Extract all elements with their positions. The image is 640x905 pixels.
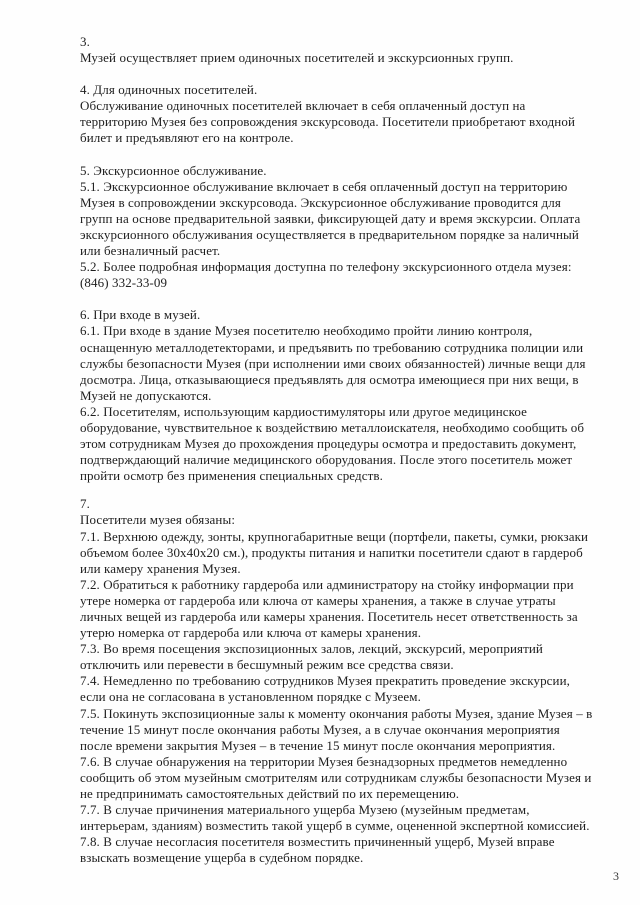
text-line: 7.1. Верхнюю одежду, зонты, крупногабаритные вещи (портфели, пакеты, сумки, рюкзаки [80, 528, 589, 544]
text-line: 7. [80, 496, 90, 512]
text-line: 7.5. Покинуть экспозиционные залы к моменту окончания работы Музея, здание Музея – в [80, 705, 593, 721]
text-line: или камеру хранения Музея. [80, 560, 241, 576]
text-line: этом сотрудникам Музея до прохождения процедуры осмотра и предоставить документ, [80, 436, 577, 452]
text-line: 6.2. Посетителям, использующим кардиостимуляторы или другое медицинское [80, 403, 528, 419]
text-line: Посетители музея обязаны: [80, 512, 236, 528]
text-line: пройти осмотр без применения специальных средств. [80, 468, 383, 484]
text-line: отключить или перевести в бесшумный режим все средства связи. [80, 657, 454, 673]
text-line: экскурсионного обслуживания осуществляется в предварительном порядке за наличный [80, 226, 579, 242]
page-number: 3 [613, 869, 619, 883]
text-line: подтверждающий наличие медицинского оборудования. После этого посетитель может [80, 452, 573, 468]
text-line: Музея в сопровождении экскурсовода. Экскурсионное обслуживание проводится для [80, 194, 561, 210]
text-line: не предпринимать самостоятельных действий по их перемещению. [80, 786, 460, 802]
text-line: оснащенную металлодетекторами, и предъявить по требованию сотрудника полиции или [80, 339, 584, 355]
text-line: утере номерка от гардероба или ключа от камеры хранения, а также в случае утраты [80, 592, 556, 608]
text-line: групп на основе предварительной заявки, фиксирующей дату и время экскурсии. Оплата [80, 210, 581, 226]
text-line: 5. Экскурсионное обслуживание. [80, 162, 267, 178]
text-line: оборудование, чувствительное к воздействию металлоискателя, необходимо сообщить об [80, 419, 585, 435]
text-line: Музей не допускаются. [80, 387, 212, 403]
text-line: интерьерам, зданиям) возместить такой ущерб в сумме, оцененной экспертной комиссией. [80, 818, 590, 834]
text-line: сообщить об этом музейным смотрителям или сотрудникам службы безопасности Музея и [80, 769, 592, 785]
text-line: билет и предъявляют его на контроле. [80, 130, 294, 146]
section-6 [80, 307, 616, 484]
text-line: 7.8. В случае несогласия посетителя возместить причиненный ущерб, Музей вправе [80, 834, 555, 850]
text-line: утерю номерка от гардероба или ключа от камеры хранения. [80, 625, 422, 641]
text-line: Обслуживание одиночных посетителей включает в себя оплаченный доступ на [80, 98, 526, 114]
text-line: взыскать возмещение ущерба в судебном порядке. [80, 850, 364, 866]
text-line: 6.1. При входе в здание Музея посетителю необходимо пройти линию контроля, [80, 323, 533, 339]
text-line: 5.1. Экскурсионное обслуживание включает в себя оплаченный доступ на территорию [80, 178, 568, 194]
text-line: после времени закрытия Музея – в течение 15 минут после окончания мероприятия. [80, 737, 556, 753]
text-line: 7.7. В случае причинения материального ущерба Музею (музейным предметам, [80, 802, 530, 818]
text-line: службы безопасности Музея (при исполнении ими своих обязанностей) личные вещи для [80, 355, 586, 371]
text-line: Музей осуществляет прием одиночных посетителей и экскурсионных групп. [80, 50, 514, 66]
text-line: 7.3. Во время посещения экспозиционных залов, лекций, экскурсий, мероприятий [80, 641, 543, 657]
text-line: 3. [80, 34, 90, 49]
section-5 [80, 163, 616, 292]
section-7 [80, 496, 616, 866]
text-line: 4. Для одиночных посетителей. [80, 82, 258, 98]
text-line: 5.2. Более подробная информация доступна по телефону экскурсионного отдела музея: [80, 259, 572, 275]
text-line: (846) 332-33-09 [80, 275, 168, 291]
text-line: досмотра. Лица, отказывающиеся предъявлять для осмотра имеющиеся при них вещи, в [80, 371, 579, 387]
text-line: личных вещей из гардероба или камеры хранения. Посетитель несет ответственность за [80, 609, 578, 624]
text-line: объемом более 30х40х20 см.), продукты питания и напитки посетители сдают в гардероб [80, 544, 583, 560]
text-line: 7.6. В случае обнаружения на территории Музея безнадзорных предметов немедленно [80, 753, 568, 769]
text-line: или безналичный расчет. [80, 243, 221, 259]
section-4 [80, 82, 616, 146]
text-line: 6. При входе в музей. [80, 307, 201, 323]
section-3 [80, 34, 616, 66]
document-content [80, 34, 616, 883]
text-line: территорию Музея без сопровождения экскурсовода. Посетители приобретают входной [80, 114, 575, 130]
text-line: течение 15 минут после окончания работы Музея, а в случае окончания мероприятия [80, 721, 560, 737]
text-line: если она не согласована в установленном порядке с Музеем. [80, 689, 421, 705]
text-line: 7.2. Обратиться к работнику гардероба или администратору на стойку информации при [80, 576, 574, 592]
text-line: 7.4. Немедленно по требованию сотрудников Музея прекратить проведение экскурсии, [80, 673, 571, 689]
